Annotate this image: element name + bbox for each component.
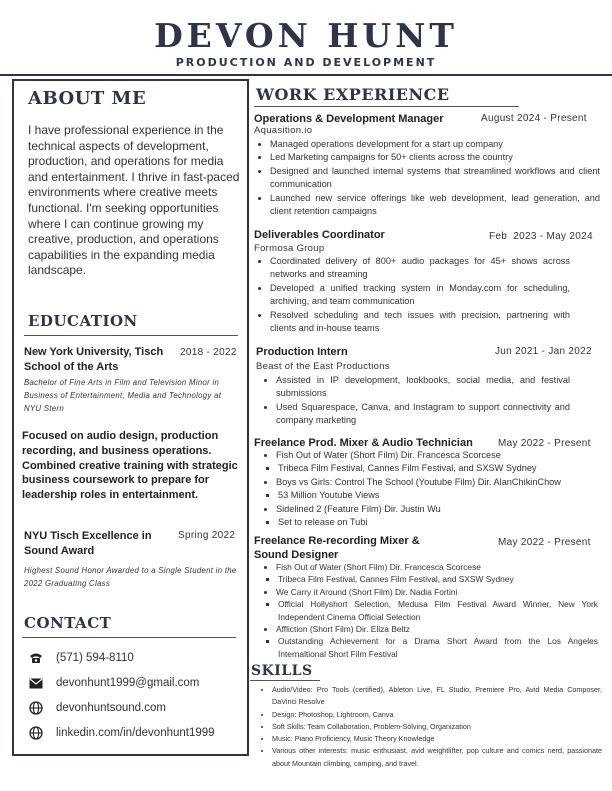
list-item: • Affliction (Short Film) Dir. Eliza Beltz — [276, 623, 598, 635]
job-dates: Jun 2021 - Jan 2022 — [495, 346, 592, 357]
list-item: ▪ Set to release on Tubi — [278, 516, 598, 529]
job-dates: May 2022 - Present — [498, 438, 591, 449]
list-item: • Fish Out of Water (Short Film) Dir. Francesca Scorcese — [276, 449, 598, 462]
contact-rule — [22, 637, 236, 638]
list-item: • Music: Piano Proficiency, Music Theory Knowledge — [272, 733, 602, 745]
education-dates: 2018 - 2022 — [180, 347, 237, 358]
job-bullets — [262, 449, 598, 529]
job-bullets — [256, 138, 600, 218]
list-item: • Assisted in IP development, lookbooks, social media, and festival submissions — [276, 374, 570, 401]
list-item: • Coordinated delivery of 800+ audio packages for 45+ shows across networks and streaming — [270, 255, 570, 282]
list-item: • Designed and launched internal systems that streamlined workflows and client communication — [270, 165, 600, 192]
job-title: Operations & Development Manager — [254, 113, 444, 125]
about-heading: ABOUT ME — [28, 88, 147, 109]
list-item: • Design: Photoshop, Lightroom, Canva — [272, 709, 602, 721]
contact-phone[interactable]: (571) 594-8110 — [56, 652, 134, 664]
education-focus: Focused on audio design, production recording, and business operations. Combined creative training with strategic business coursework to prepare for leadership roles in entertainment. — [22, 430, 238, 502]
skills-list — [258, 684, 602, 770]
list-item: • We Carry it Around (Short Film) Dir. Nadia Fortini — [276, 586, 598, 598]
education-degree: Bachelor of Fine Arts in Film and Television Minor in Business of Entertainment, Media and Technology at NYU Stern — [24, 378, 222, 413]
education-rule — [24, 335, 238, 336]
list-item: • Fish Out of Water (Short Film) Dir. Francesca Scorcese — [276, 561, 598, 573]
education-school: New York University, Tisch School of the Arts — [24, 346, 164, 373]
list-item: • Audio/Video: Pro Tools (certified), Ableton Live, FL Studio, Premiere Pro, Avid Media Composer, DaVinci Resolve — [272, 684, 602, 709]
list-item: ▪ Outstanding Achievement for a Drama Short Award from the Los Angeles Internaltional Short Film Festival — [278, 635, 598, 660]
list-item: ▪ Tribeca Film Festival, Cannes Film Festival, and SXSW Sydney — [278, 573, 598, 585]
list-item: ▪ Official Hollyshort Selection, Medusa Film Festival Award Winner, New York Independent Cinema Official Selection — [278, 598, 598, 623]
job-company: Formosa Group — [254, 243, 325, 254]
work-heading: WORK EXPERIENCE — [256, 85, 450, 104]
phone-icon — [28, 651, 44, 665]
contact-linkedin-row — [28, 726, 215, 740]
job-title: Deliverables Coordinator — [254, 229, 385, 241]
list-item: ▪ Tribeca Film Festival, Cannes Film Festival, and SXSW Sydney — [278, 462, 598, 475]
header-divider — [0, 74, 612, 76]
globe-icon — [28, 701, 44, 715]
list-item: • Various other interests: music enthusiast, avid weightlifter, pop culture and comics nerd, passionate about Mountain climbing, camping, and travel. — [272, 745, 602, 770]
list-item: • Managed operations development for a start up company — [270, 138, 600, 151]
skills-rule — [250, 680, 320, 681]
contact-website[interactable]: devonhuntsound.com — [56, 702, 166, 714]
list-item: • Soft Skills: Team Collaboration, Problem-Solving, Organization — [272, 721, 602, 733]
list-item: • Launched new service offerings like web development, lead generation, and client retention campaigns — [270, 192, 600, 219]
list-item: ▪ 53 Million Youtube Views — [278, 489, 598, 502]
contact-linkedin[interactable]: linkedin.com/in/devonhunt1999 — [56, 727, 215, 739]
work-rule — [254, 106, 519, 107]
job-title: Production Intern — [256, 346, 348, 358]
job-bullets — [262, 561, 598, 660]
education-heading: EDUCATION — [28, 312, 138, 330]
contact-email[interactable]: devonhunt1999@gmail.com — [56, 677, 200, 689]
award-description: Highest Sound Honor Awarded to a Single Student in the 2022 Graduating Class — [24, 566, 237, 588]
resume-name: DEVON HUNT — [154, 16, 458, 55]
job-dates: Feb 2023 - May 2024 — [489, 231, 593, 242]
job-bullets — [262, 374, 570, 428]
contact-website-row — [28, 701, 166, 715]
contact-email-row — [28, 676, 199, 690]
skills-heading: SKILLS — [251, 663, 313, 679]
list-item: • Boys vs Girls: Control The School (Youtube Film) Dir. AlanChikinChow — [276, 476, 598, 489]
globe-icon — [28, 726, 44, 740]
job-dates: August 2024 - Present — [481, 113, 587, 124]
about-text: I have professional experience in the technical aspects of development, production, and operations for media and entertainment. I thrive in fast-paced environments where creative meets functional. I'm seeking opportunities where I can continue growing my creative, production, and operations capabilities in the expanding media landscape. — [28, 123, 240, 278]
contact-heading: CONTACT — [24, 614, 112, 632]
contact-phone-row — [28, 651, 134, 665]
job-bullets — [256, 255, 570, 335]
job-company: Aquasition.io — [254, 125, 313, 136]
job-title: Freelance Re-recording Mixer & Sound Designer — [254, 535, 420, 561]
resume-subtitle: PRODUCTION AND DEVELOPMENT — [175, 56, 437, 69]
envelope-icon — [28, 676, 44, 690]
job-title: Freelance Prod. Mixer & Audio Technician — [254, 437, 473, 449]
award-date: Spring 2022 — [178, 530, 236, 541]
job-dates: May 2022 - Present — [498, 537, 591, 548]
list-item: • Resolved scheduling and tech issues with precision, partnering with clients and in-house teams — [270, 309, 570, 336]
award-title: NYU Tisch Excellence in Sound Award — [24, 530, 152, 557]
list-item: • Used Squarespace, Canva, and Instagram to support connectivity and company marketing — [276, 401, 570, 428]
list-item: • Sidelined 2 (Feature Film) Dir. Justin Wu — [276, 503, 598, 516]
list-item: • Led Marketing campaigns for 50+ clients across the country — [270, 151, 600, 164]
list-item: • Developed a unified tracking system in Monday.com for scheduling, archiving, and team communication — [270, 282, 570, 309]
job-company: Beast of the East Productions — [256, 361, 390, 372]
